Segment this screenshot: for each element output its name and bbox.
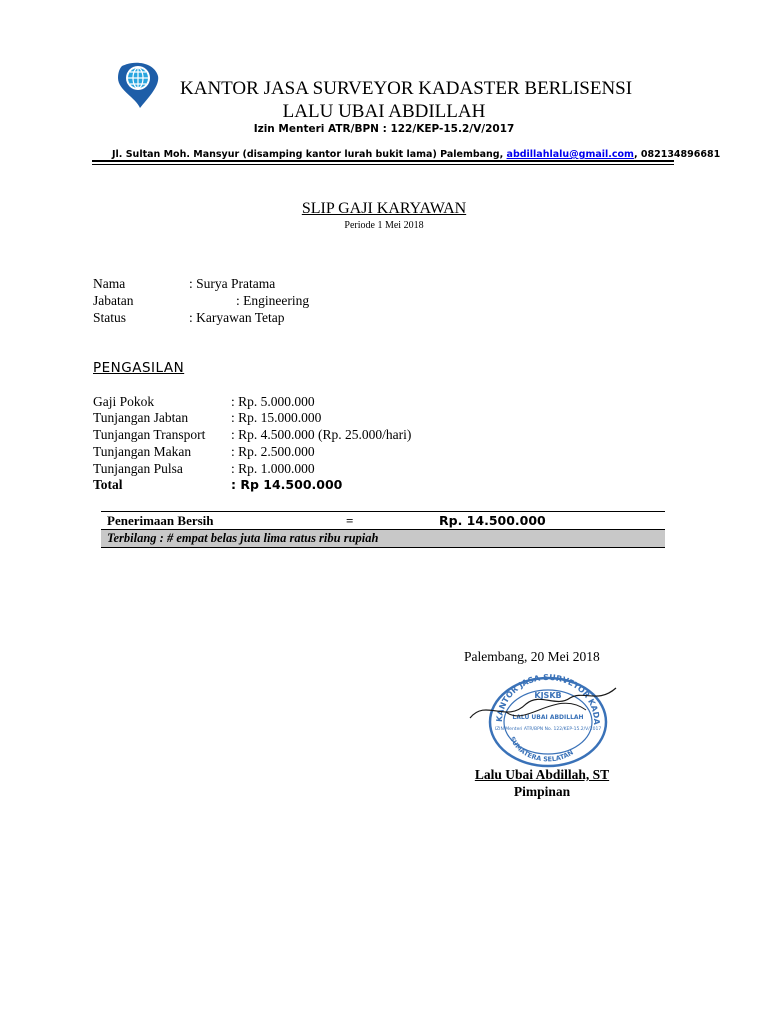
header-divider-thin xyxy=(92,164,674,165)
signer-name: Lalu Ubai Abdillah, ST xyxy=(474,767,610,782)
net-pay-table xyxy=(101,511,665,548)
earning-value: : Rp. 15.000.000 xyxy=(231,410,322,425)
earnings-total-value: : Rp 14.500.000 xyxy=(231,477,343,492)
employee-status-value: : Karyawan Tetap xyxy=(189,310,285,325)
earning-label: Tunjangan Transport xyxy=(93,427,206,442)
stamp-text-bottom: SUMATERA SELATAN xyxy=(508,735,575,764)
earnings-total-row xyxy=(93,477,493,494)
earning-row xyxy=(93,427,493,444)
earning-label: Tunjangan Jabtan xyxy=(93,410,189,425)
office-address xyxy=(112,149,721,160)
net-pay-equals: = xyxy=(346,513,354,528)
place-date: Palembang, 20 Mei 2018 xyxy=(464,649,600,664)
signer-position: Pimpinan xyxy=(513,784,571,799)
earning-row xyxy=(93,444,493,461)
net-pay-label: Penerimaan Bersih xyxy=(107,513,214,528)
phone-number: , 082134896681 xyxy=(633,149,721,160)
surveyor-name: LALU UBAI ABDILLAH xyxy=(282,101,486,122)
employee-name-value: : Surya Pratama xyxy=(189,276,276,291)
earning-value: : Rp. 4.500.000 (Rp. 25.000/hari) xyxy=(231,427,412,442)
earning-value: : Rp. 1.000.000 xyxy=(231,461,315,476)
employee-status-label: Status xyxy=(93,310,127,325)
net-pay-spelled-row xyxy=(101,529,665,548)
stamp-text-outer: KANTOR JASA SURVEYOR KADA xyxy=(494,672,602,725)
stamp-text-license: IZIN Menteri ATR/BPN No. 122/KEP-15.2/V/2017 xyxy=(494,727,602,732)
net-pay-spelled: Terbilang : # empat belas juta lima ratus ribu rupiah xyxy=(107,531,379,545)
employee-status-row xyxy=(93,310,393,327)
net-pay-row xyxy=(101,512,665,529)
slip-title: SLIP GAJI KARYAWAN xyxy=(301,200,467,217)
stamp-text-center: LALU UBAI ABDILLAH xyxy=(512,714,584,721)
employee-position-label: Jabatan xyxy=(93,293,134,308)
office-name: KANTOR JASA SURVEYOR KADASTER BERLISENSI xyxy=(180,78,633,99)
earnings-total-label: Total xyxy=(93,477,123,492)
net-pay-value: Rp. 14.500.000 xyxy=(439,513,546,528)
earning-value: : Rp. 2.500.000 xyxy=(231,444,315,459)
earning-row xyxy=(93,461,493,478)
slip-period: Periode 1 Mei 2018 xyxy=(344,220,424,231)
earning-value: : Rp. 5.000.000 xyxy=(231,394,315,409)
email-link[interactable]: abdillahlalu@gmail.com xyxy=(506,149,634,160)
earning-row xyxy=(93,394,493,411)
employee-name-label: Nama xyxy=(93,276,126,291)
employee-position-row xyxy=(93,293,393,310)
header-divider xyxy=(92,160,674,162)
earning-label: Gaji Pokok xyxy=(93,394,155,409)
earning-row xyxy=(93,410,493,427)
svg-text:KJSKB: KJSKB xyxy=(534,691,562,700)
earning-label: Tunjangan Pulsa xyxy=(93,461,183,476)
employee-position-value: : Engineering xyxy=(236,293,310,308)
license-number: Izin Menteri ATR/BPN : 122/KEP-15.2/V/2017 xyxy=(253,123,515,135)
earning-label: Tunjangan Makan xyxy=(93,444,192,459)
company-stamp xyxy=(466,668,626,768)
address-text: Jl. Sultan Moh. Mansyur (disamping kantor lurah bukit lama) Palembang, xyxy=(112,149,507,160)
employee-name-row xyxy=(93,276,393,293)
earnings-heading: PENGASILAN xyxy=(93,360,185,376)
